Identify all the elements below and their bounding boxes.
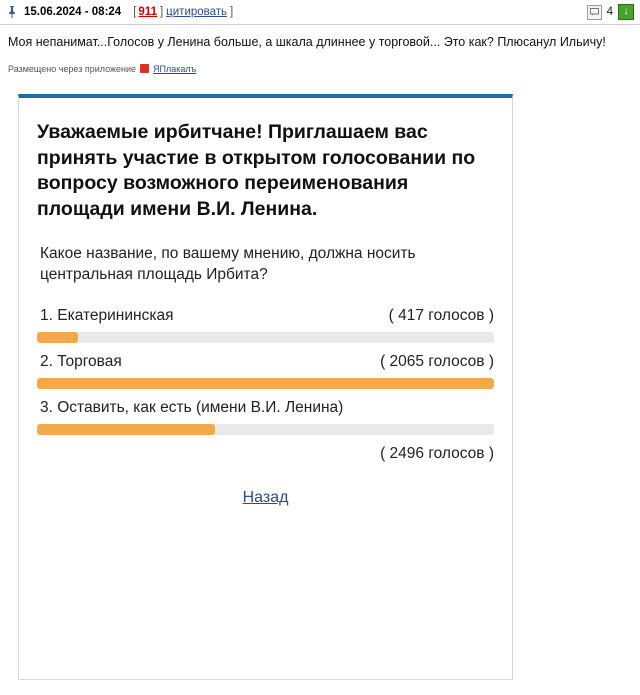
rating-bracket-close: ] <box>230 6 234 18</box>
poll-option-2-votes: ( 2065 голосов ) <box>380 353 494 371</box>
poll-option-3[interactable] <box>37 399 494 463</box>
rating-bracket-open: [ <box>133 6 137 18</box>
poll-option-1-bar-fill <box>37 332 78 343</box>
yaplakal-app-icon <box>140 64 149 73</box>
poll-option-1-bar-track <box>37 332 494 343</box>
poll-option-2-label: 2. Торговая <box>40 353 122 371</box>
poll-body <box>19 98 512 507</box>
poll-option-1-label: 1. Екатерининская <box>40 307 174 325</box>
back-link[interactable]: Назад <box>242 489 289 507</box>
poll-screenshot-card <box>18 94 513 680</box>
poll-question: Какое название, по вашему мнению, должна носить центральная площадь Ирбита? <box>40 244 416 284</box>
poll-option-3-row <box>37 399 494 417</box>
comment-text: Моя непанимат...Голосов у Ленина больше, а шкала длиннее у торговой... Это как? Плюсанул Ильичу! <box>8 35 606 49</box>
quote-link[interactable]: цитировать <box>166 6 228 18</box>
poll-option-2-bar-track <box>37 378 494 389</box>
poll-option-3-bar-fill <box>37 424 215 435</box>
app-link[interactable]: ЯПлакалъ <box>153 63 197 74</box>
poll-option-1-row <box>37 307 494 325</box>
post-rating-link[interactable]: 911 <box>138 6 157 18</box>
comment-count: 4 <box>606 6 613 18</box>
poll-option-3-votes: ( 2496 голосов ) <box>380 445 494 463</box>
header-right-group <box>587 4 634 20</box>
thumbtack-icon <box>6 5 18 19</box>
posted-via-row <box>0 51 640 74</box>
post-date: 15.06.2024 - 08:24 <box>24 6 122 18</box>
poll-option-2[interactable] <box>37 353 494 389</box>
posted-via-label: Размещено через приложение <box>8 63 137 74</box>
poll-option-3-bar-track <box>37 424 494 435</box>
download-icon[interactable]: ↓ <box>618 4 634 20</box>
poll-option-2-bar-fill <box>37 378 494 389</box>
comment-box-icon[interactable] <box>587 5 602 20</box>
poll-footer <box>37 489 494 507</box>
poll-option-3-label: 3. Оставить, как есть (имени В.И. Ленина) <box>40 399 344 417</box>
poll-option-1[interactable] <box>37 307 494 343</box>
poll-title: Уважаемые ирбитчане! Приглашаем вас принять участие в открытом голосовании по вопросу возможного переименования площади имени В.И. Ленина. <box>37 121 476 221</box>
poll-option-2-row <box>37 353 494 371</box>
rating-separator: ] <box>159 6 164 18</box>
poll-option-1-votes: ( 417 голосов ) <box>388 307 494 325</box>
post-header <box>0 0 640 25</box>
